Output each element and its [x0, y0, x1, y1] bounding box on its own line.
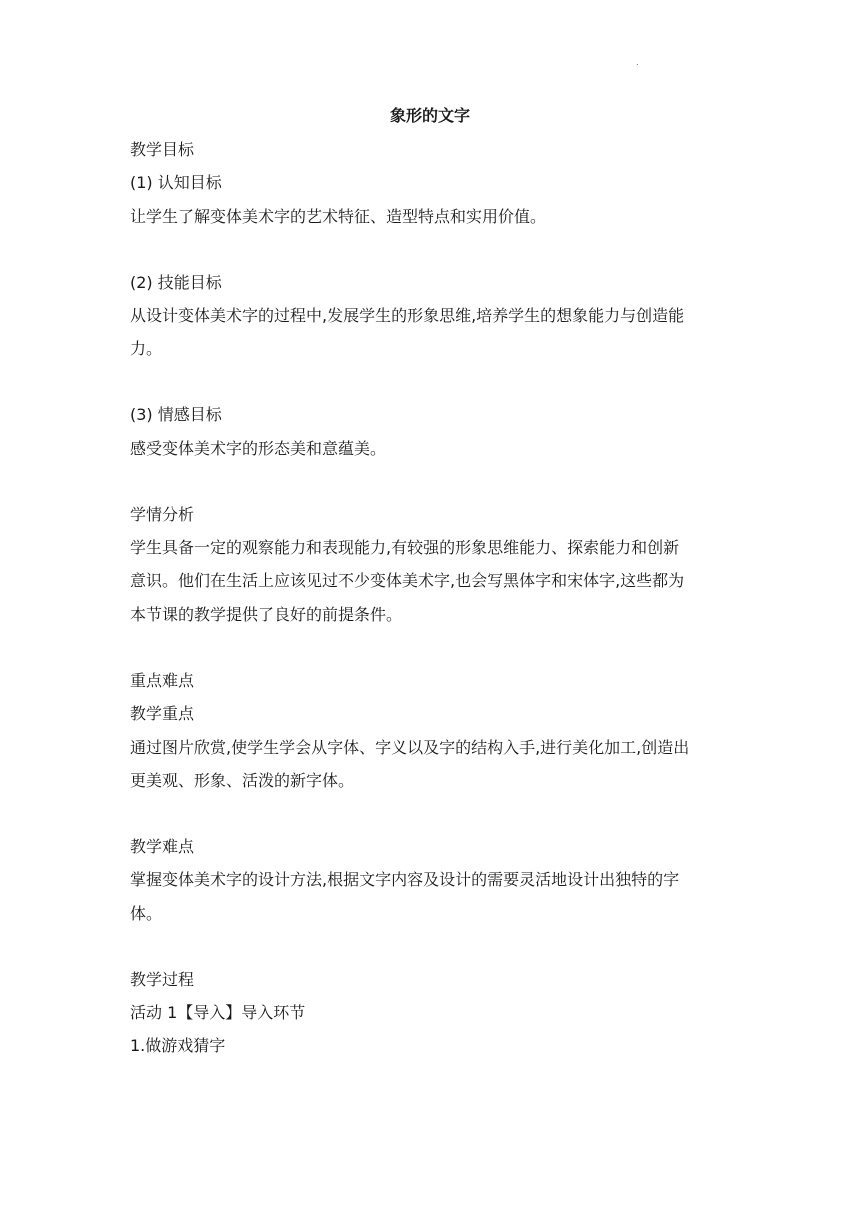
paragraph-line: 体。	[130, 904, 163, 923]
subheading-emotion-goal: (3) 情感目标	[130, 405, 222, 424]
paragraph-line: 本节课的教学提供了良好的前提条件。	[130, 605, 403, 624]
paragraph-line: 感受变体美术字的形态美和意蕴美。	[130, 439, 387, 458]
paragraph-line: 从设计变体美术字的过程中,发展学生的形象思维,培养学生的想象能力与创造能	[130, 306, 685, 325]
paragraph-line: 学生具备一定的观察能力和表现能力,有较强的形象思维能力、探索能力和创新	[130, 538, 680, 557]
section-heading-teaching-goals: 教学目标	[130, 140, 195, 159]
subheading-teaching-focus: 教学重点	[130, 704, 195, 723]
paragraph-line: 更美观、形象、活泼的新字体。	[130, 771, 355, 790]
paragraph-line: 掌握变体美术字的设计方法,根据文字内容及设计的需要灵活地设计出独特的字	[130, 870, 680, 889]
paragraph-line: 通过图片欣赏,使学生学会从字体、字义以及字的结构入手,进行美化加工,创造出	[130, 738, 690, 757]
header-mark: .	[636, 58, 639, 67]
section-heading-teaching-process: 教学过程	[130, 970, 195, 989]
subheading-activity-1: 活动 1【导入】导入环节	[130, 1003, 306, 1022]
subheading-teaching-difficulty: 教学难点	[130, 837, 195, 856]
subheading-skill-goal: (2) 技能目标	[130, 273, 222, 292]
subheading-cognitive-goal: (1) 认知目标	[130, 173, 222, 192]
paragraph-line: 力。	[130, 339, 163, 358]
section-heading-student-analysis: 学情分析	[130, 505, 195, 524]
paragraph-line: 让学生了解变体美术字的艺术特征、造型特点和实用价值。	[130, 207, 547, 226]
list-item: 1.做游戏猜字	[130, 1036, 226, 1055]
paragraph-line: 意识。他们在生活上应该见过不少变体美术字,也会写黑体字和宋体字,这些都为	[130, 571, 685, 590]
section-heading-key-points: 重点难点	[130, 671, 195, 690]
page-title: 象形的文字	[389, 106, 470, 125]
